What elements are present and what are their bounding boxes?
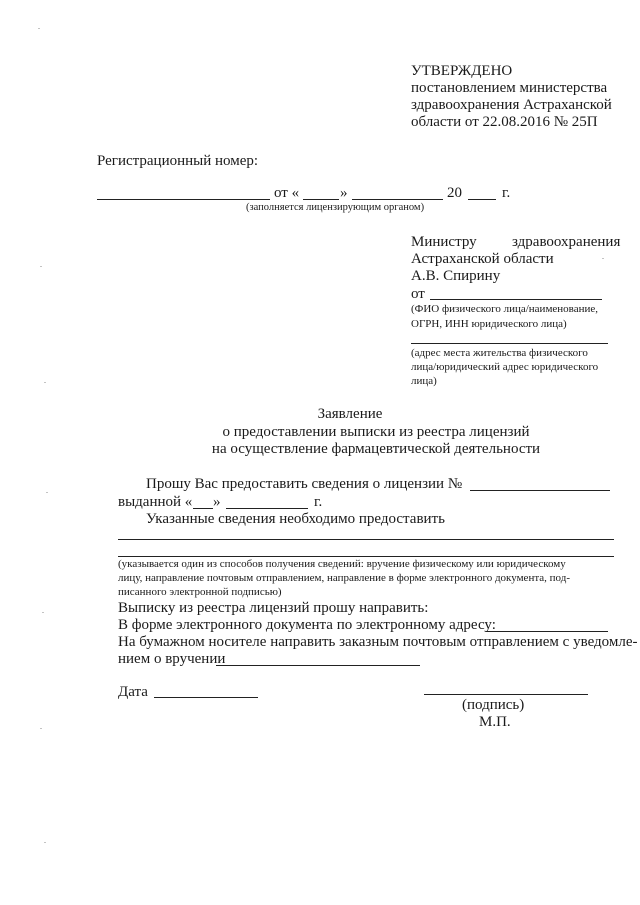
registration-month-field[interactable]: [352, 199, 443, 200]
registration-from: от «: [274, 185, 300, 201]
scan-speck: [602, 258, 604, 259]
applicant-address-note: лица): [411, 375, 437, 387]
applicant-name-note: ОГРН, ИНН юридического лица): [411, 318, 567, 330]
registration-label: Регистрационный номер:: [97, 153, 259, 169]
scan-speck: [38, 28, 40, 29]
registration-year-suffix: г.: [502, 185, 511, 201]
postal-address-field[interactable]: [216, 665, 420, 666]
issued-year-suffix: г.: [314, 494, 323, 510]
email-address-field[interactable]: [486, 631, 608, 632]
registration-number-field[interactable]: [97, 199, 270, 200]
document-title: Заявление: [317, 406, 383, 422]
document-subtitle: о предоставлении выписки из реестра лицензий: [222, 424, 530, 440]
send-to-text: Выписку из реестра лицензий прошу направить:: [118, 600, 429, 616]
approval-title: УТВЕРЖДЕНО: [411, 63, 513, 79]
applicant-address-note: (адрес места жительства физического: [411, 347, 588, 359]
license-number-field[interactable]: [470, 490, 610, 491]
scan-speck: [40, 728, 42, 729]
scan-speck: [40, 266, 42, 267]
scan-speck: [44, 382, 46, 383]
approval-line: области от 22.08.2016 № 25П: [411, 114, 598, 130]
date-field[interactable]: [154, 697, 258, 698]
signature-field[interactable]: [424, 694, 588, 695]
stamp-label: М.П.: [479, 714, 511, 730]
electronic-option-text: В форме электронного документа по электронному адресу:: [118, 617, 496, 633]
approval-line: постановлением министерства: [411, 80, 608, 96]
delivery-method-note: лицу, направление почтовым отправлением, направление в форме электронного документа, под-: [118, 572, 570, 584]
scan-speck: [46, 492, 48, 493]
signature-label: (подпись): [462, 697, 525, 713]
applicant-address-field[interactable]: [411, 343, 608, 344]
approval-line: здравоохранения Астраханской: [411, 97, 612, 113]
scan-speck: [44, 842, 46, 843]
registration-quote-close: »: [340, 185, 348, 201]
issued-month-field[interactable]: [226, 508, 308, 509]
document-subtitle: на осуществление фармацевтической деятельности: [211, 441, 541, 457]
registration-day-field[interactable]: [303, 199, 339, 200]
registration-year-prefix: 20: [447, 185, 462, 201]
issued-day-field[interactable]: [193, 508, 213, 509]
issued-label: выданной «: [118, 494, 193, 510]
date-label: Дата: [118, 684, 148, 700]
paper-option-text: На бумажном носителе направить заказным почтовым отправлением с уведомле-: [118, 634, 638, 650]
license-request-text: Прошу Вас предоставить сведения о лицензии №: [146, 476, 463, 492]
scan-speck: [42, 612, 44, 613]
paper-option-text: нием о вручении: [118, 651, 226, 667]
registration-note: (заполняется лицензирующим органом): [246, 202, 425, 213]
applicant-name-note: (ФИО физического лица/наименование,: [411, 303, 599, 315]
delivery-method-note: писанного электронной подписью): [118, 586, 282, 598]
addressee-line: А.В. Спирину: [411, 268, 501, 284]
addressee-line: здравоохранения: [512, 234, 621, 250]
applicant-address-note: лица/юридический адрес юридического: [411, 361, 599, 373]
registration-year-field[interactable]: [468, 199, 496, 200]
delivery-method-field[interactable]: [118, 539, 614, 540]
applicant-name-field[interactable]: [430, 299, 602, 300]
addressee-from: от: [411, 286, 425, 302]
delivery-method-note: (указывается один из способов получения сведений: вручение физическому или юридическому: [118, 558, 566, 570]
addressee-line: Министру: [411, 234, 477, 250]
provide-text: Указанные сведения необходимо предоставить: [146, 511, 445, 527]
addressee-line: Астраханской области: [411, 251, 554, 267]
issued-quote-close: »: [213, 494, 221, 510]
